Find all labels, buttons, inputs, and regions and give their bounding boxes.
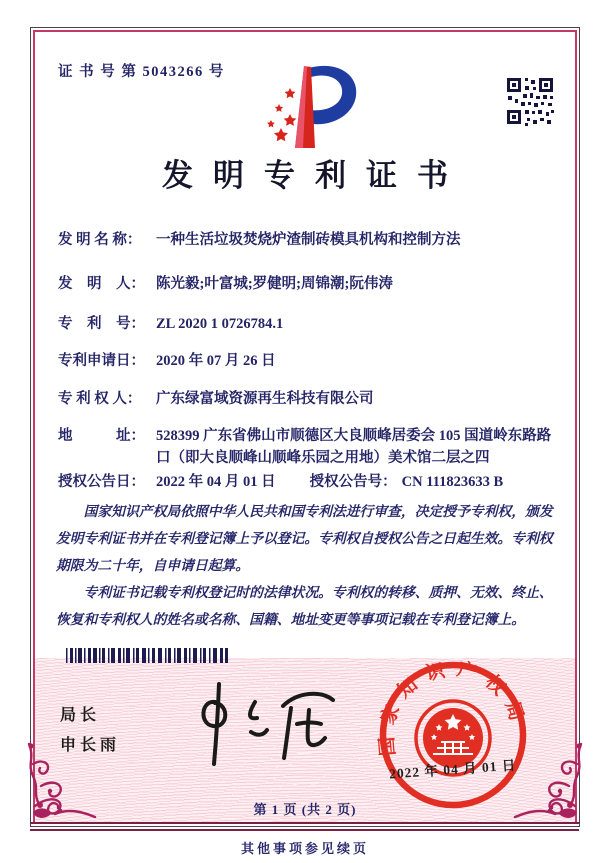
field-address (58, 426, 564, 470)
certificate-number: 证 书 号 第 5043266 号 (58, 64, 225, 80)
footer-divider (30, 822, 579, 831)
legal-paragraph-1: 国家知识产权局依照中华人民共和国专利法进行审查，决定授予专利权，颁发发明专利证书并在专利登记簿上予以登记。专利权自授权公告之日起生效。专利权期限为二十年，自申请日起算。 (56, 504, 553, 573)
director-signature (185, 676, 345, 772)
cnipa-logo-icon (243, 54, 373, 156)
director-name: 申长雨 (60, 737, 121, 754)
field-label: 专利申请日： (58, 353, 145, 369)
field-label: 发 明 名 称： (58, 232, 142, 248)
seal-org-text: 国家知识产权局 (376, 658, 530, 757)
field-filing-date (58, 351, 564, 373)
field-patentee (58, 389, 564, 411)
field-grant-row (58, 472, 564, 494)
legal-text (56, 499, 556, 633)
field-label: 授权公告号： (309, 474, 397, 490)
field-value: 528399 广东省佛山市顺德区大良顺峰居委会 105 国道岭东路路口（即大良顺峰山顺峰乐园之用地）美术馆二层之四 (156, 428, 552, 466)
field-value: 2020 年 07 月 26 日 (156, 353, 276, 369)
field-label: 专 利 号： (58, 316, 145, 332)
corner-flourish-right-icon (511, 742, 585, 822)
field-label: 授权公告日： (58, 474, 145, 490)
field-label: 发 明 人： (58, 276, 145, 292)
field-value: 2022 年 04 月 01 日 (156, 474, 276, 490)
certificate-title: 发明专利证书 (162, 158, 468, 193)
qr-code-icon (503, 74, 557, 128)
field-inventors (58, 274, 564, 296)
continuation-note: 其他事项参见续页 (240, 841, 369, 856)
barcode-icon (66, 648, 228, 663)
field-grant-number (310, 472, 504, 494)
corner-flourish-left-icon (25, 742, 99, 822)
legal-paragraph-2: 专利证书记载专利权登记时的法律状况。专利权的转移、质押、无效、终止、恢复和专利权人的姓名或名称、国籍、地址变更等事项记载在专利登记簿上。 (56, 584, 553, 627)
field-patent-number (58, 314, 564, 336)
field-invention-name (58, 230, 564, 252)
director-title: 局长 (60, 707, 101, 724)
field-value: 一种生活垃圾焚烧炉渣制砖模具机构和控制方法 (156, 232, 461, 248)
page-number: 第 1 页 (共 2 页) (253, 802, 357, 817)
field-label: 专 利 权 人： (58, 391, 142, 407)
field-value: CN 111823633 B (401, 474, 504, 490)
field-label: 地 址： (58, 428, 145, 444)
field-value: ZL 2020 1 0726784.1 (156, 316, 284, 332)
field-value: 陈光毅;叶富城;罗健明;周锦潮;阮伟涛 (156, 276, 393, 292)
seal-date: 2022 年 04 月 01 日 (388, 757, 517, 782)
field-value: 广东绿富域资源再生科技有限公司 (156, 391, 374, 407)
